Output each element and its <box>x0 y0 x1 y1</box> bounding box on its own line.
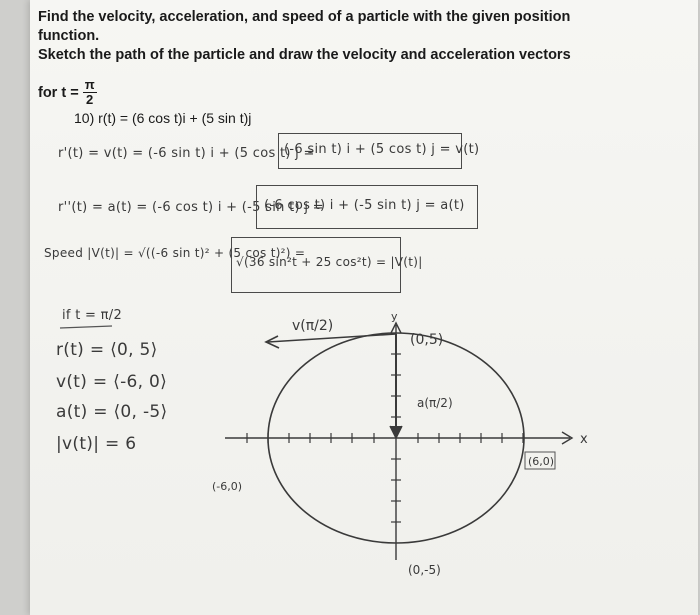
bottom-point-label: (0,-5) <box>408 563 441 577</box>
v-value: v(t) = ⟨-6, 0⟩ <box>56 372 168 392</box>
speed-value: |v(t)| = 6 <box>56 434 137 454</box>
x-axis-label: x <box>580 432 588 447</box>
speed-boxed: √(36 sin²t + 25 cos²t) = |V(t)| <box>236 255 423 269</box>
t-denominator: 2 <box>86 92 94 107</box>
r-value: r(t) = ⟨0, 5⟩ <box>56 340 158 360</box>
right-point-label: (6,0) <box>528 455 555 468</box>
a-value: a(t) = ⟨0, -5⟩ <box>56 402 168 422</box>
for-t-prefix: for t = <box>38 84 79 101</box>
problem-statement: 10) r(t) = (6 cos t)i + (5 sin t)j <box>74 110 252 126</box>
v-label: v(π/2) <box>292 318 334 334</box>
y-axis-label: y <box>391 310 398 323</box>
values-heading: if t = π/2 <box>62 308 123 323</box>
acceleration-line: r''(t) = a(t) = (-6 cos t) i + (-5 sin t) j = <box>58 200 324 215</box>
acceleration-boxed: (-6 cos t) i + (-5 sin t) j = a(t) <box>264 198 465 213</box>
velocity-boxed: (-6 sin t) i + (5 cos t) j = v(t) <box>284 142 480 157</box>
top-point-label: (0,5) <box>410 332 444 348</box>
heading-underline <box>60 326 112 328</box>
a-label: a(π/2) <box>417 396 453 410</box>
acceleration-arrowhead <box>390 426 402 438</box>
problem-line-2: Sketch the path of the particle and draw the velocity and acceleration vectors <box>38 47 571 63</box>
speed-line: Speed |V(t)| = √((-6 sin t)² + (5 cos t)²) = <box>44 246 306 260</box>
velocity-line: r'(t) = v(t) = (-6 sin t) i + (5 cos t) j = <box>58 146 315 161</box>
left-point-label: (-6,0) <box>212 480 243 493</box>
problem-line-1: Find the velocity, acceleration, and speed of a particle with the given position function. <box>38 9 571 44</box>
velocity-vector <box>268 334 396 342</box>
t-numerator: π <box>84 77 95 92</box>
